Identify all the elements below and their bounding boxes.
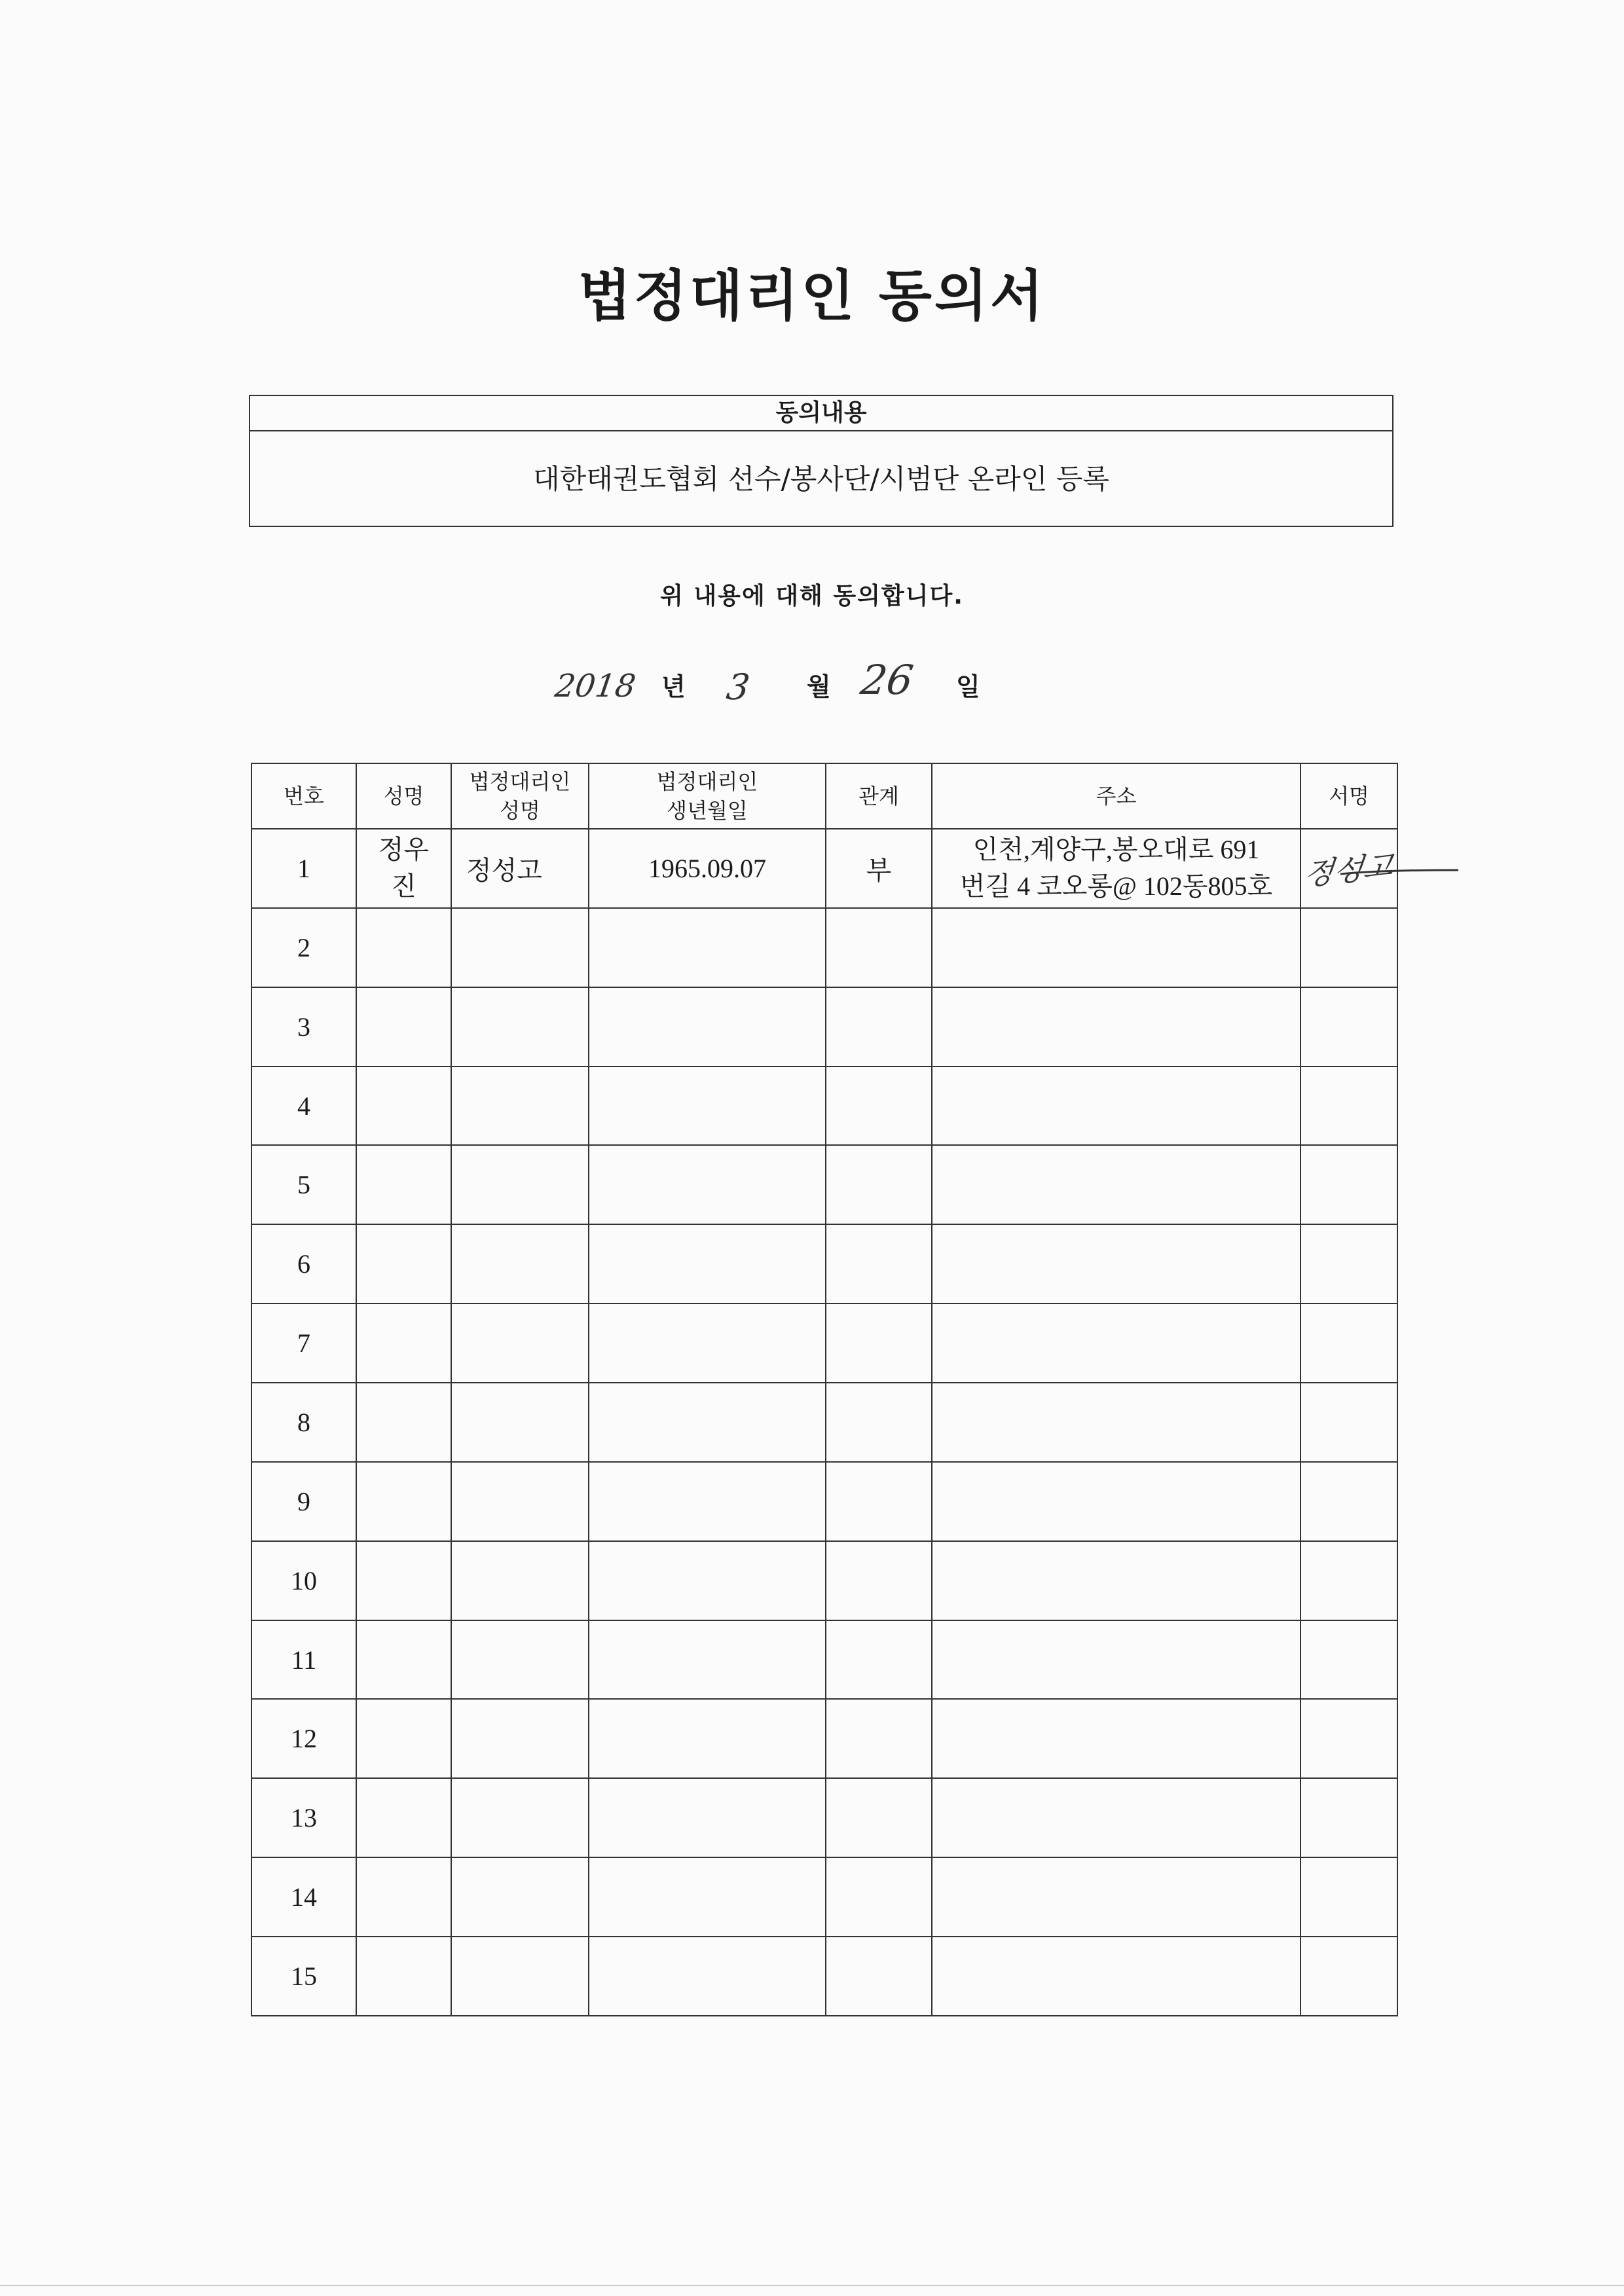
row-no: 9 bbox=[251, 1462, 356, 1541]
handwritten-signature: 정성고 bbox=[1302, 848, 1395, 893]
row-no: 11 bbox=[251, 1620, 356, 1700]
row-guardian-birth: 1965.09.07 bbox=[589, 829, 826, 908]
row-no: 6 bbox=[251, 1224, 356, 1303]
row-address-line1: 인천,계양구,봉오대로 691 bbox=[972, 835, 1260, 865]
row-no: 15 bbox=[251, 1937, 356, 2016]
row-address-line2: 번길 4 코오롱@ 102동805호 bbox=[959, 871, 1273, 902]
date-month-handwritten: 3 bbox=[724, 666, 752, 708]
date-day-handwritten: 26 bbox=[857, 656, 917, 704]
date-year-label: 년 bbox=[661, 672, 686, 701]
consent-content-header: 동의내용 bbox=[250, 396, 1392, 431]
row-no: 5 bbox=[251, 1145, 356, 1224]
guardian-roster-table bbox=[251, 763, 1398, 2016]
table-header-row bbox=[251, 763, 1397, 829]
header-guardian-birth bbox=[589, 763, 826, 829]
row-relation: 부 bbox=[826, 829, 932, 908]
row-no: 12 bbox=[251, 1699, 356, 1778]
table-row bbox=[251, 1462, 1397, 1541]
row-guardian-name: 정성고 bbox=[451, 829, 589, 908]
row-no: 1 bbox=[251, 829, 356, 908]
header-no: 번호 bbox=[251, 763, 356, 829]
header-guardian-birth-line2: 생년월일 bbox=[667, 799, 748, 822]
table-row bbox=[251, 1303, 1397, 1383]
row-no: 13 bbox=[251, 1778, 356, 1857]
row-no: 3 bbox=[251, 987, 356, 1066]
header-relation: 관계 bbox=[826, 763, 932, 829]
table-row bbox=[251, 1937, 1397, 2016]
consent-content-box bbox=[249, 395, 1393, 527]
row-signature bbox=[1301, 829, 1397, 908]
table-row bbox=[251, 1066, 1397, 1146]
table-row bbox=[251, 1620, 1397, 1700]
document-title: 법정대리인 동의서 bbox=[578, 264, 1046, 328]
table-row bbox=[251, 908, 1397, 987]
row-no: 8 bbox=[251, 1383, 356, 1462]
header-guardian-name bbox=[451, 763, 589, 829]
date-year-handwritten: 2018 bbox=[553, 668, 638, 704]
header-address: 주소 bbox=[932, 763, 1301, 829]
signature-underline-stroke bbox=[1340, 856, 1458, 882]
table-row bbox=[251, 1224, 1397, 1303]
table-row bbox=[251, 829, 1397, 908]
row-no: 2 bbox=[251, 908, 356, 987]
date-day-label: 일 bbox=[956, 672, 980, 701]
table-row bbox=[251, 1778, 1397, 1857]
row-name-line1: 정우 bbox=[378, 835, 430, 865]
date-month-label: 월 bbox=[807, 672, 831, 701]
row-address bbox=[932, 829, 1301, 908]
row-no: 7 bbox=[251, 1303, 356, 1383]
header-guardian-name-line1: 법정대리인 bbox=[469, 770, 571, 793]
row-no: 14 bbox=[251, 1857, 356, 1937]
table-row bbox=[251, 1857, 1397, 1937]
header-signature: 서명 bbox=[1301, 763, 1397, 829]
header-guardian-birth-line1: 법정대리인 bbox=[656, 770, 758, 793]
table-row bbox=[251, 987, 1397, 1066]
table-row bbox=[251, 1383, 1397, 1462]
row-no: 4 bbox=[251, 1066, 356, 1146]
row-no: 10 bbox=[251, 1541, 356, 1620]
consent-content-body: 대한태권도협회 선수/봉사단/시범단 온라인 등록 bbox=[533, 463, 1109, 495]
table-row bbox=[251, 1541, 1397, 1620]
table-row bbox=[251, 1145, 1397, 1224]
row-name bbox=[356, 829, 451, 908]
table-row bbox=[251, 1699, 1397, 1778]
row-name-line2: 진 bbox=[391, 871, 416, 902]
header-name: 성명 bbox=[356, 763, 451, 829]
agreement-statement: 위 내용에 대해 동의합니다. bbox=[660, 583, 964, 610]
header-guardian-name-line2: 성명 bbox=[500, 799, 540, 822]
scan-edge-line bbox=[0, 2285, 1624, 2286]
